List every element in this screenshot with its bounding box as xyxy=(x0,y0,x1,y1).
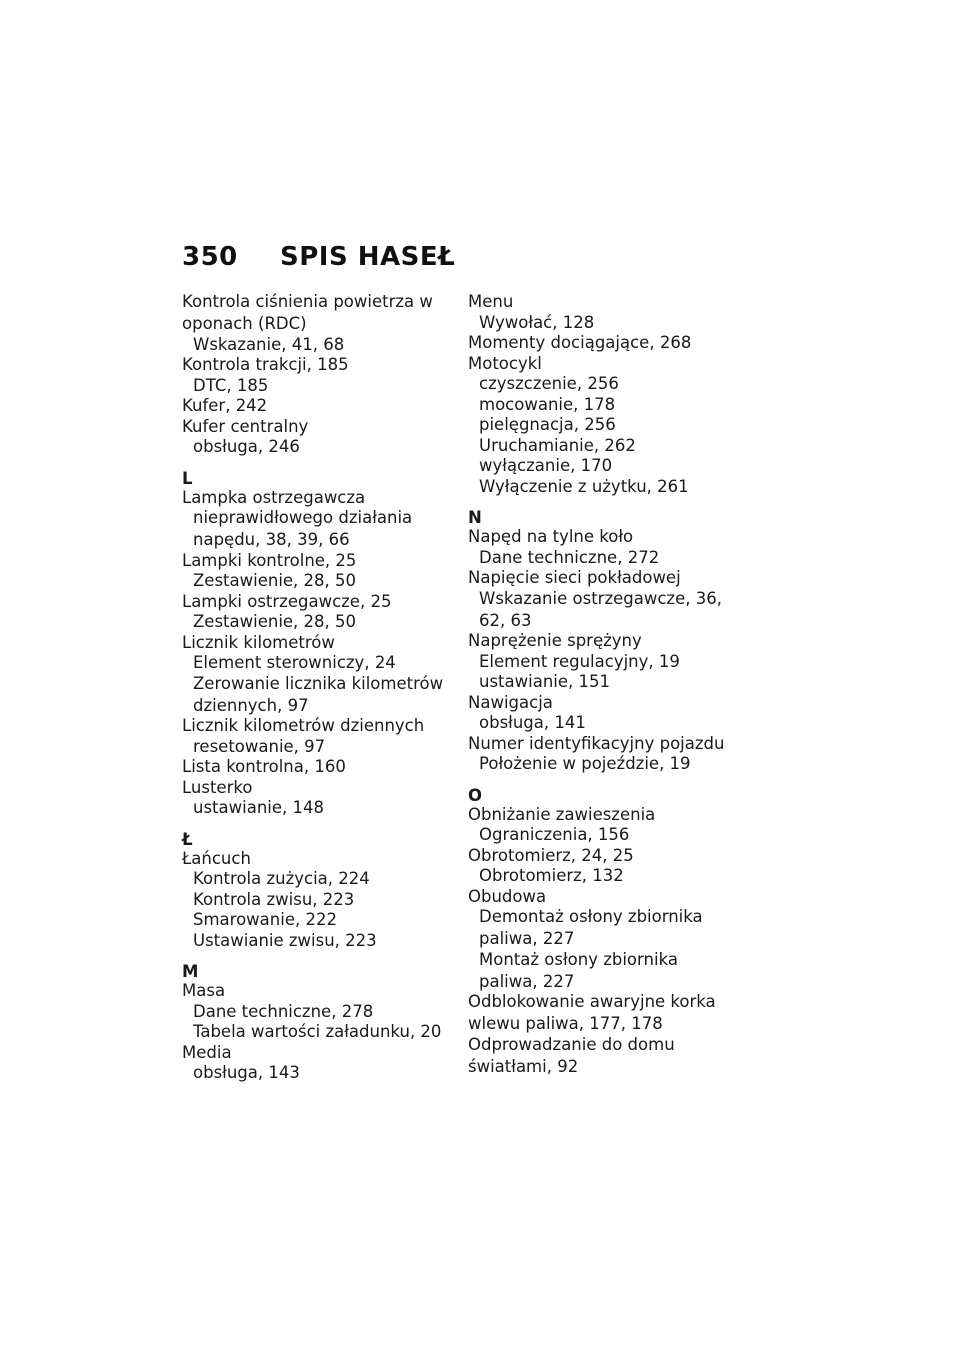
index-subentry xyxy=(468,672,748,693)
index-entry-title xyxy=(468,805,748,826)
index-subentry-line: ustawianie, 148 xyxy=(193,798,325,817)
index-entry xyxy=(182,981,462,1043)
index-subentry-line: ustawianie, 151 xyxy=(479,672,611,691)
index-entry-title xyxy=(182,292,462,335)
index-entry-title-line: Naprężenie sprężyny xyxy=(468,631,642,650)
index-entry xyxy=(182,716,462,757)
section-letter: N xyxy=(468,508,482,527)
index-subentry xyxy=(182,1002,462,1023)
index-subentry xyxy=(468,374,748,395)
page-title: SPIS HASEŁ xyxy=(280,242,456,272)
index-subentry xyxy=(182,798,462,819)
index-subentry xyxy=(468,436,748,457)
index-entry xyxy=(182,396,462,417)
index-subentry xyxy=(468,950,748,993)
index-entry xyxy=(182,292,462,355)
index-subentry xyxy=(468,395,748,416)
index-subentry-line: Uruchamianie, 262 xyxy=(479,435,636,455)
index-entry-title-line: Odprowadzanie do domu xyxy=(468,1034,675,1054)
index-entry-title-line: Licznik kilometrów dziennych xyxy=(182,716,425,735)
index-entry-title xyxy=(468,631,748,652)
index-subentry xyxy=(182,437,462,458)
page-header xyxy=(182,242,455,272)
index-entry-title xyxy=(468,1035,748,1078)
index-subentry xyxy=(182,674,462,717)
index-subentry-line: Zestawienie, 28, 50 xyxy=(193,612,357,631)
index-entry-title xyxy=(182,417,462,438)
index-entry xyxy=(182,355,462,396)
index-subentry xyxy=(182,1063,462,1084)
index-entry xyxy=(182,592,462,633)
index-entry-title xyxy=(182,355,462,376)
index-entry-title xyxy=(182,757,462,778)
index-subentry xyxy=(468,866,748,887)
index-entry-title xyxy=(182,849,462,870)
index-entry xyxy=(182,1043,462,1084)
index-entry xyxy=(182,778,462,819)
index-entry xyxy=(468,846,748,887)
index-subentry xyxy=(468,548,748,569)
index-subentry-line: Dane techniczne, 272 xyxy=(479,547,660,567)
index-entry-title xyxy=(468,693,748,714)
index-subentry xyxy=(182,737,462,758)
index-subentry xyxy=(468,713,748,734)
index-subentry-line: Ustawianie zwisu, 223 xyxy=(193,930,377,950)
index-subentry-line: wyłączanie, 170 xyxy=(479,456,613,475)
index-subentry xyxy=(182,910,462,931)
index-entry-title xyxy=(468,992,748,1035)
index-subentry xyxy=(182,508,462,551)
index-entry xyxy=(182,417,462,458)
index-entry-title-line: Obniżanie zawieszenia xyxy=(468,804,656,824)
index-subentry-line: Tabela wartości załadunku, 20 xyxy=(193,1022,442,1041)
index-subentry xyxy=(182,571,462,592)
index-entry-title-line: Kufer centralny xyxy=(182,416,309,436)
index-subentry-line: Wyłączenie z użytku, 261 xyxy=(479,476,689,496)
index-entry-title xyxy=(468,292,748,313)
index-entry-title-line: Lista kontrolna, 160 xyxy=(182,757,346,776)
index-entry xyxy=(468,1035,748,1078)
index-entry-title xyxy=(182,633,462,654)
index-subentry xyxy=(468,754,748,775)
index-entry xyxy=(468,292,748,333)
index-subentry xyxy=(468,313,748,334)
index-subentry-line: resetowanie, 97 xyxy=(193,736,326,756)
index-subentry-line: Kontrola zwisu, 223 xyxy=(193,889,355,909)
index-entry-title xyxy=(468,527,748,548)
index-subentry-line: Wywołać, 128 xyxy=(479,312,595,332)
index-entry-title-line: Lampki kontrolne, 25 xyxy=(182,550,357,570)
index-subentry xyxy=(182,612,462,633)
index-entry xyxy=(182,488,462,551)
index-subentry xyxy=(468,652,748,673)
index-entry-title-line: Obudowa xyxy=(468,886,547,906)
index-subentry xyxy=(182,931,462,952)
index-entry-title-line: Kufer, 242 xyxy=(182,396,268,415)
index-subentry-line: Ograniczenia, 156 xyxy=(479,825,630,844)
index-entry xyxy=(468,805,748,846)
index-subentry-line: pielęgnacja, 256 xyxy=(479,415,616,434)
index-column-left xyxy=(182,292,462,1084)
index-subentry xyxy=(182,890,462,911)
index-entry-title-line: Numer identyfikacyjny pojazdu xyxy=(468,733,725,753)
index-subentry-continuation: 62, 63 xyxy=(479,610,532,630)
index-entry-title-line: Nawigacja xyxy=(468,692,553,712)
index-subentry-line: Wskazanie ostrzegawcze, 36, xyxy=(479,588,722,608)
index-subentry xyxy=(182,869,462,890)
index-subentry xyxy=(468,825,748,846)
index-subentry-line: Element sterowniczy, 24 xyxy=(193,653,396,672)
index-subentry-continuation: paliwa, 227 xyxy=(479,971,575,991)
index-subentry-line: czyszczenie, 256 xyxy=(479,374,619,393)
index-subentry-continuation: dziennych, 97 xyxy=(193,695,309,715)
index-entry xyxy=(182,551,462,592)
index-entry-title-line: Lampki ostrzegawcze, 25 xyxy=(182,591,392,611)
index-entry-title-continuation: światłami, 92 xyxy=(468,1056,579,1076)
index-entry-title xyxy=(468,887,748,908)
index-entry-title xyxy=(182,396,462,417)
index-entry-title-line: Momenty dociągające, 268 xyxy=(468,333,692,352)
index-subentry-line: Montaż osłony zbiornika xyxy=(479,949,678,969)
index-entry xyxy=(468,333,748,354)
index-subentry-line: mocowanie, 178 xyxy=(479,394,616,414)
index-subentry xyxy=(468,589,748,632)
index-entry-title-line: Łańcuch xyxy=(182,848,251,868)
index-entry-title xyxy=(182,592,462,613)
index-entry xyxy=(468,887,748,993)
index-subentry-line: Element regulacyjny, 19 xyxy=(479,651,680,671)
index-entry-title-line: Masa xyxy=(182,981,226,1000)
index-subentry-continuation: napędu, 38, 39, 66 xyxy=(193,530,350,549)
section-letter: O xyxy=(468,785,483,805)
index-entry xyxy=(182,633,462,717)
index-subentry xyxy=(468,415,748,436)
index-entry-title-line: Kontrola ciśnienia powietrza w xyxy=(182,292,433,311)
index-entry-title xyxy=(182,488,462,509)
index-entry-title xyxy=(182,716,462,737)
index-entry-title-line: Menu xyxy=(468,292,514,311)
index-subentry xyxy=(468,907,748,950)
index-entry-title xyxy=(182,1043,462,1064)
index-entry xyxy=(468,693,748,734)
index-entry-title xyxy=(468,734,748,755)
index-subentry-line: obsługa, 141 xyxy=(479,713,586,732)
index-entry xyxy=(468,354,748,498)
index-subentry xyxy=(182,653,462,674)
index-column-right xyxy=(468,292,748,1077)
index-entry-title xyxy=(468,568,748,589)
index-entry xyxy=(468,527,748,568)
index-subentry-continuation: paliwa, 227 xyxy=(479,929,575,948)
index-subentry-line: obsługa, 143 xyxy=(193,1063,300,1082)
index-entry xyxy=(468,734,748,775)
index-subentry-line: obsługa, 246 xyxy=(193,437,300,456)
index-subentry xyxy=(182,1022,462,1043)
index-entry-title-line: Napięcie sieci pokładowej xyxy=(468,568,681,587)
index-entry-title xyxy=(468,846,748,867)
index-entry-title xyxy=(468,354,748,375)
index-entry-title-line: Kontrola trakcji, 185 xyxy=(182,355,349,374)
index-entry-title xyxy=(182,551,462,572)
index-subentry-line: Zestawienie, 28, 50 xyxy=(193,571,357,590)
index-entry xyxy=(182,757,462,778)
index-subentry-line: Demontaż osłony zbiornika xyxy=(479,907,703,926)
index-subentry xyxy=(468,456,748,477)
index-subentry xyxy=(468,477,748,498)
index-entry-title xyxy=(468,333,748,354)
index-entry-title-line: Lusterko xyxy=(182,777,253,797)
index-entry-title-continuation: oponach (RDC) xyxy=(182,314,307,333)
index-entry-title xyxy=(182,778,462,799)
index-entry xyxy=(182,849,462,952)
index-subentry xyxy=(182,376,462,397)
section-letter: M xyxy=(182,962,199,981)
index-entry-title-line: Motocykl xyxy=(468,353,542,373)
index-entry xyxy=(468,992,748,1035)
section-letter: L xyxy=(182,468,193,488)
index-subentry-line: Zerowanie licznika kilometrów xyxy=(193,673,444,693)
index-entry xyxy=(468,568,748,631)
index-entry-title-line: Licznik kilometrów xyxy=(182,632,335,652)
page-number: 350 xyxy=(182,242,238,272)
index-entry-title-continuation: wlewu paliwa, 177, 178 xyxy=(468,1014,663,1033)
index-entry-title-line: Obrotomierz, 24, 25 xyxy=(468,845,634,865)
index-subentry-line: DTC, 185 xyxy=(193,375,269,395)
index-entry-title-line: Lampka ostrzegawcza xyxy=(182,487,366,507)
section-letter: Ł xyxy=(182,829,193,849)
index-subentry-line: Smarowanie, 222 xyxy=(193,910,337,929)
index-entry-title-line: Odblokowanie awaryjne korka xyxy=(468,992,716,1011)
index-subentry-line: Obrotomierz, 132 xyxy=(479,866,624,885)
index-subentry-line: Dane techniczne, 278 xyxy=(193,1001,374,1021)
index-entry xyxy=(468,631,748,693)
index-subentry xyxy=(182,335,462,356)
index-entry-title-line: Napęd na tylne koło xyxy=(468,527,634,546)
index-subentry-line: Wskazanie, 41, 68 xyxy=(193,334,345,354)
index-subentry-line: Kontrola zużycia, 224 xyxy=(193,869,370,888)
index-subentry-line: Położenie w pojeździe, 19 xyxy=(479,754,691,773)
index-subentry-line: nieprawidłowego działania xyxy=(193,508,413,527)
index-entry-title-line: Media xyxy=(182,1042,232,1062)
index-entry-title xyxy=(182,981,462,1002)
